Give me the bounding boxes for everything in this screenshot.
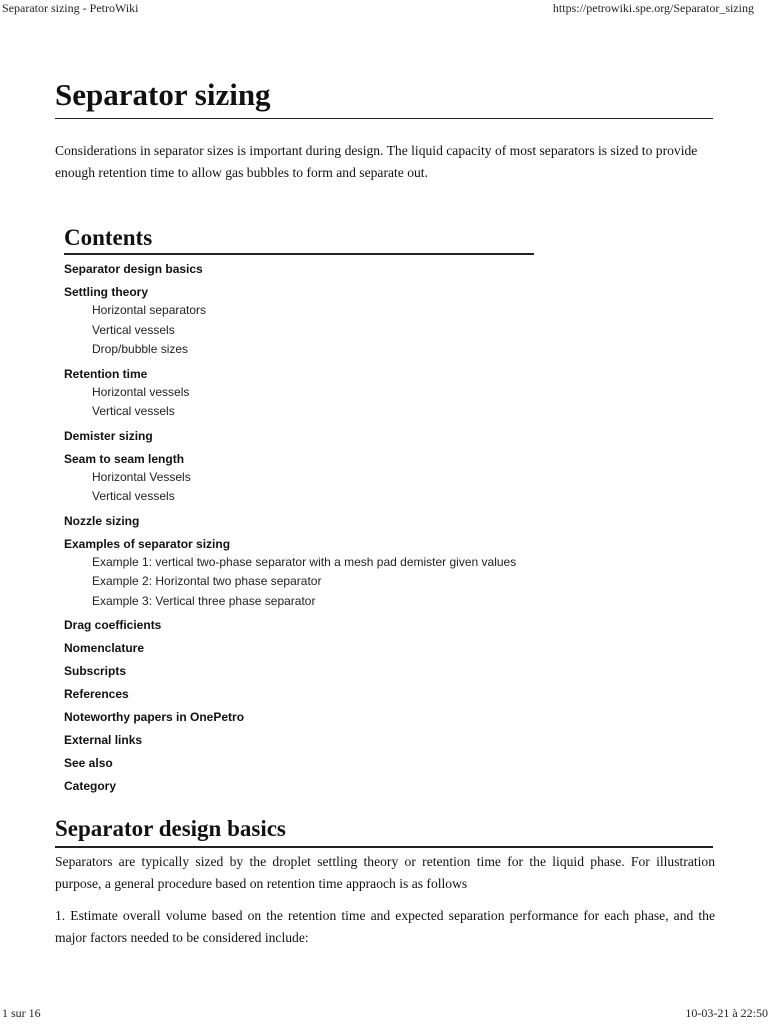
toc-list — [64, 261, 534, 795]
section-paragraph-step-1: 1. Estimate overall volume based on the retention time and expected separation performance for each phase, and the major factors needed to be considered include: — [55, 908, 715, 945]
toc-sublink[interactable]: Horizontal vessels — [92, 384, 190, 399]
toc-link[interactable]: Subscripts — [64, 664, 127, 678]
table-of-contents — [64, 224, 534, 801]
toc-item — [64, 451, 534, 507]
toc-title: Contents — [64, 224, 534, 255]
toc-sublink[interactable]: Example 3: Vertical three phase separator — [92, 593, 316, 608]
print-header-url: https://petrowiki.spe.org/Separator_sizing — [552, 1, 754, 15]
toc-subitem — [92, 468, 534, 488]
toc-sublink[interactable]: Vertical vessels — [92, 489, 175, 503]
print-footer-timestamp: 10-03-21 à 22:50 — [685, 1006, 768, 1020]
toc-item — [64, 732, 534, 749]
toc-sublink[interactable]: Example 2: Horizontal two phase separator — [92, 574, 322, 588]
toc-link[interactable]: Retention time — [64, 366, 148, 381]
toc-item — [64, 513, 534, 530]
toc-link[interactable]: External links — [64, 733, 143, 747]
toc-item — [64, 640, 534, 657]
toc-link[interactable]: See also — [64, 756, 113, 770]
print-footer-page-number: 1 sur 16 — [2, 1006, 41, 1020]
section-heading-separator-design-basics: Separator design basics — [55, 814, 713, 848]
toc-item — [64, 261, 534, 278]
section-paragraph: Separators are typically sized by the droplet settling theory or retention time for the liquid phase. For illustration purpose, a general procedure based on retention time appraoch is as follows — [55, 854, 715, 891]
print-footer — [0, 1006, 768, 1024]
toc-link[interactable]: Nozzle sizing — [64, 513, 140, 528]
toc-sublink[interactable]: Horizontal Vessels — [92, 469, 191, 484]
toc-item — [64, 536, 534, 612]
toc-subitem — [92, 592, 534, 612]
toc-sublink[interactable]: Horizontal separators — [92, 303, 207, 317]
toc-sublist — [64, 383, 534, 422]
toc-link[interactable]: Nomenclature — [64, 641, 145, 655]
toc-sublist — [64, 468, 534, 507]
toc-sublink[interactable]: Drop/bubble sizes — [92, 342, 189, 356]
toc-item — [64, 778, 534, 795]
toc-link[interactable]: Demister sizing — [64, 428, 153, 443]
page-title: Separator sizing — [55, 76, 713, 119]
toc-link[interactable]: References — [64, 687, 129, 701]
toc-subitem — [92, 572, 534, 592]
toc-subitem — [92, 301, 534, 321]
toc-link[interactable]: Settling theory — [64, 285, 149, 299]
toc-item — [64, 709, 534, 726]
toc-item — [64, 366, 534, 422]
toc-subitem — [92, 383, 534, 403]
toc-sublist — [64, 553, 534, 612]
toc-item — [64, 617, 534, 634]
toc-subitem — [92, 402, 534, 422]
intro-paragraph: Considerations in separator sizes is important during design. The liquid capacity of most separators is sized to provide enough retention time to allow gas bubbles to form and separate out. — [55, 143, 698, 180]
toc-link[interactable]: Category — [64, 779, 117, 793]
print-header-page-title: Separator sizing - PetroWiki — [2, 1, 139, 15]
toc-sublink[interactable]: Example 1: vertical two-phase separator with a mesh pad demister given values — [92, 554, 517, 569]
toc-link[interactable]: Noteworthy papers in OnePetro — [64, 710, 245, 724]
toc-subitem — [92, 487, 534, 507]
print-header — [0, 0, 768, 20]
toc-sublist — [64, 301, 534, 360]
toc-subitem — [92, 553, 534, 573]
toc-subitem — [92, 321, 534, 341]
toc-link[interactable]: Examples of separator sizing — [64, 536, 231, 551]
toc-link[interactable]: Seam to seam length — [64, 451, 185, 466]
toc-sublink[interactable]: Vertical vessels — [92, 322, 175, 337]
toc-item — [64, 663, 534, 680]
toc-link[interactable]: Separator design basics — [64, 262, 203, 276]
toc-sublink[interactable]: Vertical vessels — [92, 404, 175, 418]
toc-item — [64, 284, 534, 360]
toc-link[interactable]: Drag coefficients — [64, 618, 162, 632]
toc-item — [64, 686, 534, 703]
toc-item — [64, 755, 534, 772]
toc-subitem — [92, 340, 534, 360]
toc-item — [64, 428, 534, 445]
